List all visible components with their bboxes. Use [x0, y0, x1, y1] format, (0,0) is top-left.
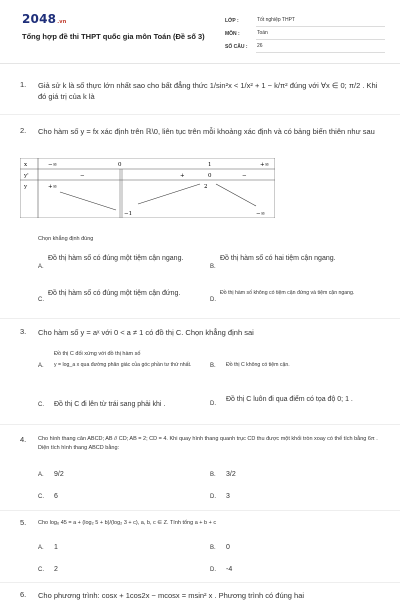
meta-value: Tốt nghiệp THPT — [256, 14, 385, 27]
question-number: 4. — [20, 435, 27, 444]
option-text: 0 — [226, 544, 230, 551]
page-header — [0, 0, 400, 60]
option-a[interactable] — [38, 470, 158, 480]
table-yprime-sign: − — [80, 173, 85, 179]
option-d[interactable] — [210, 395, 385, 417]
table-y-value: −1 — [124, 211, 133, 217]
option-a[interactable] — [38, 254, 218, 280]
variation-table — [20, 158, 275, 218]
option-d[interactable] — [210, 289, 390, 315]
table-y-value: 2 — [204, 184, 208, 190]
option-text: Đồ thị C luôn đi qua điểm có tọa độ 0; 1 . — [226, 396, 353, 403]
option-text: 3/2 — [226, 471, 236, 478]
option-text: Đồ thị hàm số có đúng một tiệm cận ngang. — [48, 255, 184, 262]
question-2 — [20, 126, 380, 156]
option-label: A. — [38, 264, 44, 270]
question-text: Cho hình thang cân ABCD; AB // CD; AB = 2; CD = 4. Khi quay hình thang quanh trục CD thu được một khối tròn xoay có thể tích bằng 6π . Diện tích hình thang ABCD bằng: — [38, 436, 378, 451]
option-text: 6 — [54, 493, 58, 500]
option-text: Đồ thị hàm số không có tiệm cận đứng và tiệm cận ngang. — [220, 290, 355, 296]
question-number: 2. — [20, 126, 27, 135]
meta-value: Toán — [256, 27, 385, 40]
question-text: Cho hàm số y = aˣ với 0 < a ≠ 1 có đồ thị C. Chọn khẳng định sai — [38, 328, 254, 337]
table-x-value: +∞ — [260, 162, 270, 168]
option-d[interactable] — [210, 565, 330, 575]
question-number: 1. — [20, 80, 27, 89]
option-label: B. — [210, 545, 216, 551]
question-text: Cho hàm số y = fx xác định trên ℝ\0, liên tục trên mỗi khoảng xác định và có bảng biến thiên như sau — [38, 127, 375, 136]
option-label: D. — [210, 567, 216, 573]
meta-row-count — [225, 40, 385, 53]
option-label: D. — [210, 494, 216, 500]
option-label: A. — [38, 472, 44, 478]
option-d[interactable] — [210, 492, 330, 502]
option-label: D. — [210, 297, 216, 303]
table-y-value: +∞ — [48, 184, 58, 190]
question-divider — [0, 510, 400, 511]
question-1 — [20, 80, 380, 110]
question-number: 6. — [20, 590, 27, 599]
document-title: Tổng hợp đề thi THPT quốc gia môn Toán (Đề số 3) — [22, 32, 205, 41]
option-c[interactable] — [38, 289, 218, 315]
option-text: 9/2 — [54, 471, 64, 478]
question-4 — [20, 435, 380, 457]
option-b[interactable] — [210, 361, 390, 371]
option-a[interactable] — [38, 543, 158, 553]
option-label: B. — [210, 472, 216, 478]
table-y-label: y — [24, 184, 28, 190]
question-3 — [20, 327, 380, 339]
option-label: B. — [210, 264, 216, 270]
table-x-label: x — [24, 162, 28, 168]
option-a[interactable] — [38, 361, 203, 383]
question-divider — [0, 582, 400, 583]
table-x-value: 0 — [118, 162, 122, 168]
option-c[interactable] — [38, 565, 158, 575]
question-text: Cho phương trình: cosx + 1cos2x − mcosx = msin² x . Phương trình có đúng hai — [38, 591, 305, 600]
option-b[interactable] — [210, 254, 390, 280]
meta-value: 26 — [256, 40, 385, 53]
meta-row-class — [225, 14, 385, 27]
table-x-value: 1 — [208, 162, 212, 168]
meta-info — [225, 14, 385, 53]
meta-label: SỐ CÂU : — [225, 43, 248, 50]
option-label: C. — [38, 402, 44, 408]
table-x-value: −∞ — [48, 162, 58, 168]
option-text: 1 — [54, 544, 58, 551]
site-logo[interactable] — [22, 12, 67, 26]
table-yprime-sign: + — [180, 173, 185, 179]
option-text: 3 — [226, 493, 230, 500]
option-a-intro — [54, 349, 204, 359]
option-label: A. — [38, 363, 44, 369]
logo-text: 2048 — [22, 12, 57, 26]
option-label: A. — [38, 545, 44, 551]
option-text: Đồ thị hàm số có hai tiệm cận ngang. — [220, 255, 336, 262]
option-c[interactable] — [38, 400, 213, 412]
table-yprime-sign: − — [242, 173, 247, 179]
question-2-prompt — [20, 236, 380, 248]
table-y-value: −∞ — [256, 211, 266, 217]
table-yprime-label: y' — [24, 173, 29, 179]
option-text: Đồ thị C không có tiệm cận. — [226, 362, 290, 368]
option-text: Đồ thị C đi lên từ trái sang phải khi . — [54, 401, 166, 408]
question-5 — [20, 518, 380, 530]
option-text: Đồ thị C đối xứng với đồ thị hàm số — [54, 351, 141, 357]
question-number: 3. — [20, 327, 27, 336]
option-b[interactable] — [210, 470, 330, 480]
option-label: D. — [210, 401, 216, 407]
option-c[interactable] — [38, 492, 158, 502]
question-text: Cho log₆ 45 = a + (log₂ 5 + b)/(log₂ 3 + c), a, b, c ∈ Z. Tính tổng a + b + c — [38, 520, 217, 526]
question-text: Giả sử k là số thực lớn nhất sao cho bất đẳng thức 1/sin²x < 1/x² + 1 − k/π² đúng với ∀x ∈ 0; π/2 . Khi đó giá trị của k là — [38, 81, 378, 101]
option-label: C. — [38, 494, 44, 500]
option-text: Đồ thị hàm số có đúng một tiệm cận đứng. — [48, 290, 181, 297]
option-b[interactable] — [210, 543, 330, 553]
logo-suffix: .vn — [57, 19, 67, 25]
option-text: y = log_a x qua đường phân giác của góc phần tư thứ nhất. — [54, 362, 192, 368]
question-prompt: Chọn khẳng định đúng — [38, 236, 94, 242]
question-number: 5. — [20, 518, 27, 527]
meta-label: LỚP : — [225, 17, 239, 24]
question-divider — [0, 114, 400, 115]
option-text: -4 — [226, 566, 233, 573]
option-label: C. — [38, 567, 44, 573]
option-label: B. — [210, 363, 216, 369]
question-divider — [0, 318, 400, 319]
meta-row-subject — [225, 27, 385, 40]
question-6 — [20, 590, 380, 600]
meta-label: MÔN : — [225, 30, 240, 37]
option-text: 2 — [54, 566, 58, 573]
table-yprime-sign: 0 — [208, 173, 212, 179]
question-divider — [0, 424, 400, 425]
header-divider — [0, 63, 400, 64]
option-label: C. — [38, 297, 44, 303]
